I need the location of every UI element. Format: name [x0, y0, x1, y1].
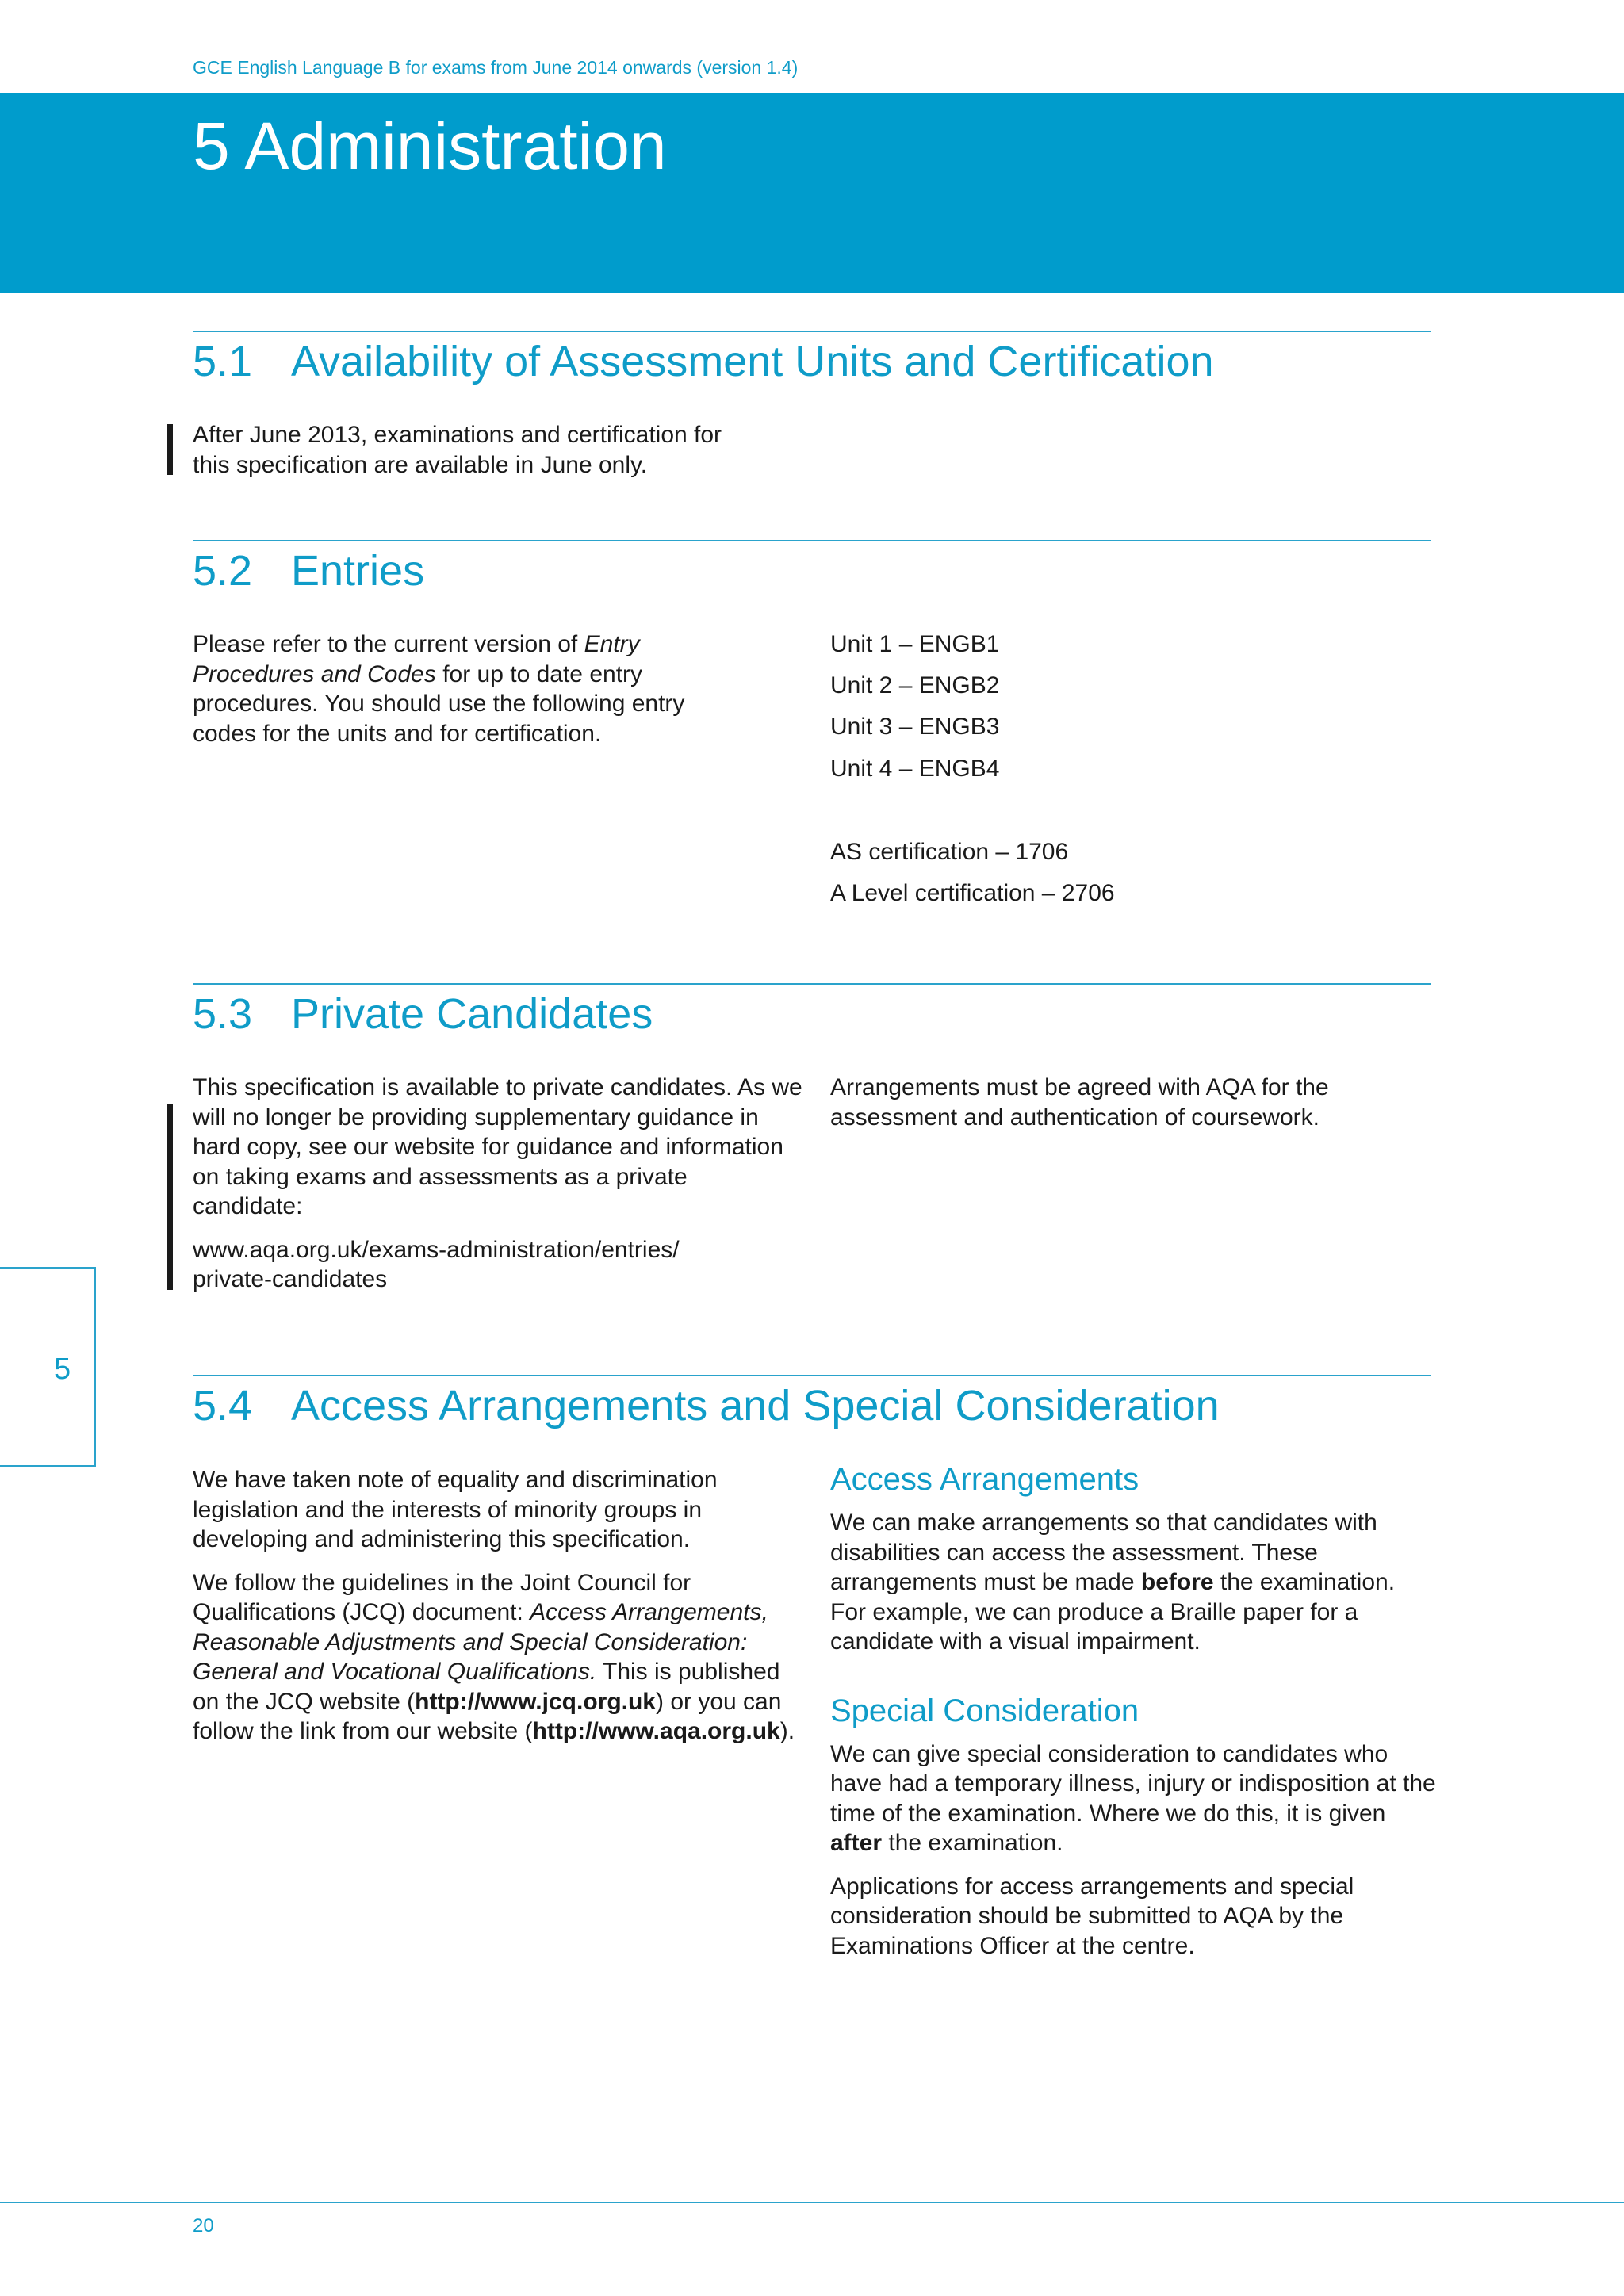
special-consideration-heading: Special Consideration — [830, 1693, 1139, 1728]
section-heading-5-3: 5.3 Private Candidates — [193, 990, 653, 1038]
section-heading-5-4: 5.4 Access Arrangements and Special Consideration — [193, 1382, 1220, 1429]
access-arrangements-heading: Access Arrangements — [830, 1462, 1139, 1497]
section-5-1-text: After June 2013, examinations and certification for this specification are available in June only. — [193, 422, 722, 478]
footer-rule — [0, 2202, 1624, 2203]
section-divider — [193, 540, 1431, 541]
running-head: GCE English Language B for exams from June 2014 onwards (version 1.4) — [193, 57, 799, 78]
certification-code: A Level certification – 2706 — [830, 880, 1115, 906]
section-heading-5-2: 5.2 Entries — [193, 547, 425, 595]
unit-entry-code: Unit 3 – ENGB3 — [830, 714, 1000, 740]
section-heading-5-1: 5.1 Availability of Assessment Units and Certification — [193, 338, 1214, 385]
entries-intro: Please refer to the current version of Entry Procedures and Codes for up to date entry procedures. You should use the following entry codes for the units and for certification. — [193, 631, 685, 747]
certification-code: AS certification – 1706 — [830, 839, 1069, 865]
section-divider — [193, 1375, 1431, 1376]
aqa-link[interactable]: http://www.aqa.org.uk — [532, 1718, 780, 1744]
section-tab-label: 5 — [54, 1353, 71, 1386]
chapter-title: 5 Administration — [193, 109, 667, 183]
change-bar — [167, 424, 173, 475]
private-candidates-text: This specification is available to private candidates. As we will no longer be providing supplementary guidance in hard copy, see our website for guidance and information on taking exams and assessments as a private candidate: www.aqa.org.uk/exams-administration/entries/ private-candidates — [193, 1073, 803, 1295]
page-number: 20 — [193, 2215, 214, 2237]
unit-entry-code: Unit 2 – ENGB2 — [830, 672, 1000, 698]
private-candidates-link[interactable]: www.aqa.org.uk/exams-administration/entries/ private-candidates — [193, 1236, 680, 1292]
change-bar — [167, 1104, 173, 1290]
jcq-link[interactable]: http://www.jcq.org.uk — [415, 1688, 656, 1715]
section-divider — [193, 983, 1431, 985]
section-tab — [0, 1267, 96, 1467]
access-left-column: We have taken note of equality and discrimination legislation and the interests of minority groups in developing and administering this specification. We follow the guidelines in the Joint Council for Qualifications (JCQ) document: Access Arrangements, Reasonable Adjustments and Special Consideration: General and Vocational Qualifications. This is published on the JCQ website (http://www.jcq.org.uk) or you can follow the link from our website (http://www.aqa.org.uk). — [193, 1467, 795, 1744]
unit-entry-code: Unit 1 – ENGB1 — [830, 631, 1000, 657]
coursework-arrangements-text: Arrangements must be agreed with AQA for the assessment and authentication of coursework. — [830, 1074, 1329, 1131]
unit-entry-code: Unit 4 – ENGB4 — [830, 756, 1000, 782]
access-right-column: Access Arrangements We can make arrangements so that candidates with disabilities can access the assessment. These arrangements must be made before the examination. For example, we can produce a Braille paper for a candidate with a visual impairment. Special Consideration We can give special consideration to candidates who have had a temporary illness, injury or indisposition at the time of the examination. Where we do this, it is given after the examination. Applications for access arrangements and special consideration should be submitted to AQA by the Examinations Officer at the centre. — [830, 1462, 1436, 1959]
section-divider — [193, 331, 1431, 332]
